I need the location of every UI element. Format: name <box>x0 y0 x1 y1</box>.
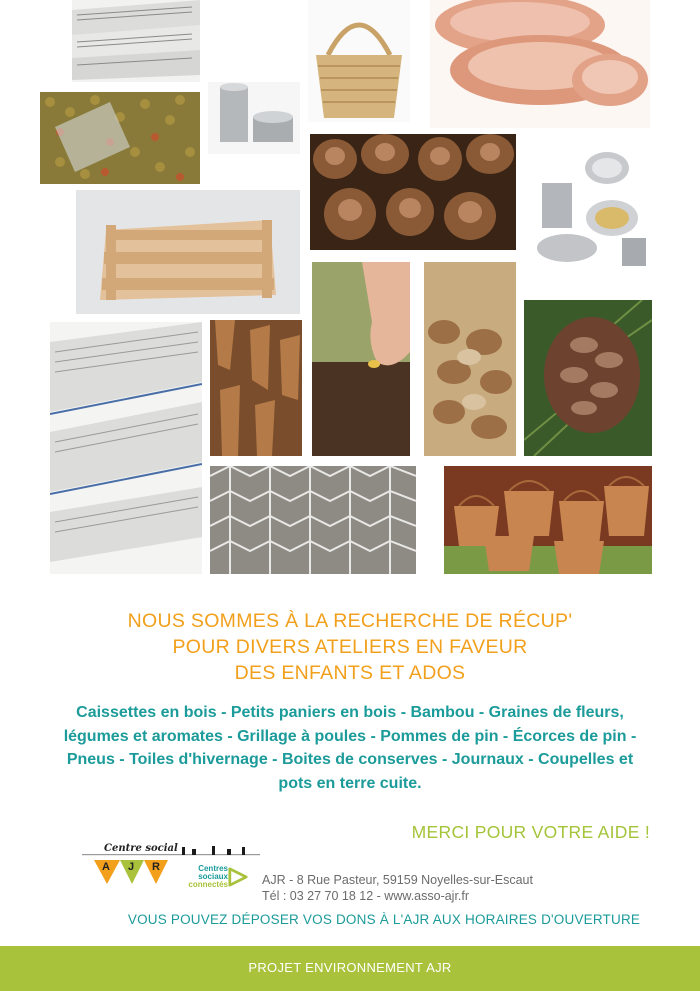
photo-seeds <box>40 92 200 184</box>
items-list: Caissettes en bois - Petits paniers en bois - Bambou - Graines de fleurs, légumes et aromates - Grillage à poules - Pommes de pin - Écorces de pin - Pneus - Toiles d'hivernage - Boites de conserves - Journaux - Coupelles et pots en terre cuite. <box>63 704 637 792</box>
photo-pine-cones <box>310 134 516 250</box>
cs-logo-line-2: sociaux <box>198 872 228 881</box>
ajr-logo-letter-j: J <box>128 861 135 873</box>
photo-wooden-crate <box>76 190 300 314</box>
photo-open-cans <box>522 138 652 274</box>
contact-line: Tél : 03 27 70 18 12 - www.asso-ajr.fr <box>262 889 470 903</box>
thanks-message: MERCI POUR VOTRE AIDE ! <box>411 822 650 842</box>
photo-pine-cone-closeup <box>524 300 652 456</box>
photo-chicken-wire <box>210 466 416 574</box>
headline-line-1: NOUS SOMMES À LA RECHERCHE DE RÉCUP' <box>127 610 573 632</box>
photo-soil-seed <box>312 262 410 456</box>
ajr-logo-script: Centre social <box>104 843 178 854</box>
headline <box>0 608 700 686</box>
photo-clay-saucers <box>430 0 650 128</box>
photo-tin-cans <box>208 82 300 154</box>
cs-logo-arrow-icon <box>228 867 248 887</box>
photo-newspapers-stack <box>50 322 202 574</box>
footer-band <box>0 946 700 991</box>
ajr-logo-letter-r: R <box>152 861 160 873</box>
cs-logo-line-3: connectés <box>188 880 228 889</box>
ajr-logo-letter-a: A <box>102 861 110 873</box>
address-block <box>262 872 533 904</box>
photo-wicker-baskets <box>444 466 652 574</box>
headline-line-3: DES ENFANTS ET ADOS <box>234 662 466 684</box>
cs-logo-line-1: Centres <box>198 864 228 873</box>
centres-sociaux-logo <box>182 865 252 895</box>
footer-text: PROJET ENVIRONNEMENT AJR <box>248 960 452 975</box>
photo-walnuts <box>424 262 516 456</box>
address-line: AJR - 8 Rue Pasteur, 59159 Noyelles-sur-Escaut <box>262 873 533 887</box>
photo-pine-bark <box>210 320 302 456</box>
headline-line-2: POUR DIVERS ATELIERS EN FAVEUR <box>172 636 528 658</box>
deposit-note: VOUS POUVEZ DÉPOSER VOS DONS À L'AJR AUX HORAIRES D'OUVERTURE <box>127 912 641 927</box>
photo-newspapers-top <box>72 0 200 82</box>
photo-basket <box>308 0 410 122</box>
